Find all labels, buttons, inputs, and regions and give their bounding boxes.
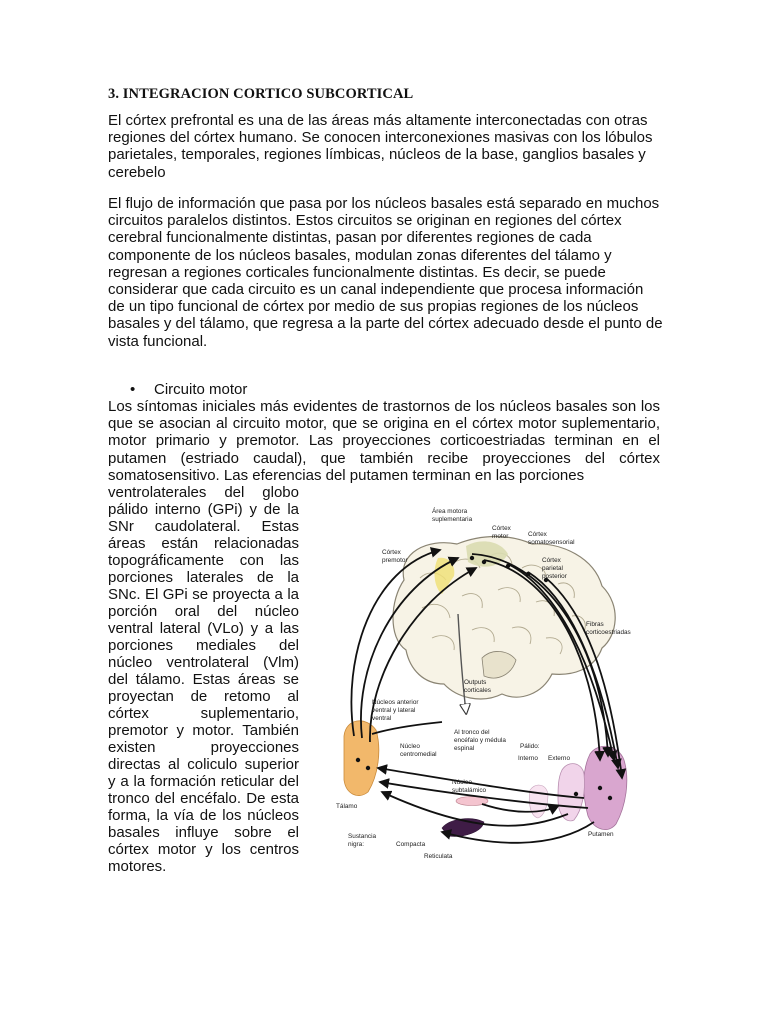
label-fibras: Fibras [586,621,604,628]
bullet-label: Circuito motor [154,381,248,398]
label-cortex-motor-1: Córtex [492,525,511,532]
label-compacta: Compacta [396,841,426,848]
label-subtal-2: subtalámico [452,787,487,794]
label-cortex-parietal-2: parietal [542,565,563,572]
label-cortex-motor-2: motor [492,533,509,540]
label-cortex-somato-1: Córtex [528,531,547,538]
bullet-icon: • [130,381,136,398]
label-tronco-1: Al tronco del [454,729,490,736]
label-cortex-premotor-1: Córtex [382,549,401,556]
label-cortex-somato-2: somatosensorial [528,539,575,546]
label-palido: Pálido: [520,743,540,750]
bullet-item-circuito-motor [130,381,247,398]
label-tronco-2: encéfalo y médula [454,737,506,744]
globus-pallidus-shape [558,764,585,821]
label-subtal-1: Núcleo [452,779,472,786]
label-cortex-premotor-2: premotor [382,557,408,564]
basal-ganglia-diagram [332,498,650,880]
label-putamen: Putamen [588,831,614,838]
label-cortex-parietal-3: posterior [542,573,567,580]
label-sustancia: Sustancia [348,833,377,840]
label-interno: Interno [518,755,538,762]
putamen-shape [584,746,627,829]
label-outputs: Outputs [464,679,487,686]
paragraph-prefrontal: El córtex prefrontal es una de las áreas más altamente interconectadas con otras regiones del córtex humano. Se conocen interconexiones masivas con los lóbulos parietales, temporales, regiones límbicas, núcleos de la base, ganglios basales y cerebelo [108,112,653,181]
label-tronco-3: espinal [454,745,475,752]
label-corticales: corticales [464,687,491,694]
paragraph-motor-circuit: Los síntomas iniciales más evidentes de trastornos de los núcleos basales son los que se asocian al circuito motor, que se origina en el córtex motor suplementario, motor primario y premotor. Las proyecciones corticoestriadas terminan en el putamen (estriado caudal), que también recibe proyecciones del córtex somatosensitivo. Las eferencias del putamen terminan en las porciones [108,398,660,484]
label-externo: Externo [548,755,571,762]
label-suplementaria: suplementaria [432,516,473,523]
diagram-svg [332,498,650,880]
label-talamo: Tálamo [336,803,358,810]
label-nucleo-centro-1: Núcleo [400,743,420,750]
pallidum-internal-shape [529,785,548,818]
label-reticulata: Reticulata [424,853,453,860]
label-nucleos-1: Núcleos anterior [372,699,419,706]
section-heading: 3. INTEGRACION CORTICO SUBCORTICAL [108,86,414,102]
label-area-motora: Área motora [432,508,468,515]
label-nucleo-centro-2: centromedial [400,751,437,758]
label-nucleos-3: ventral [372,715,392,722]
paragraph-basal-flow: El flujo de información que pasa por los núcleos basales está separado en muchos circuitos paralelos distintos. Estos circuitos se originan en regiones del córtex cerebral funcionalmente distintas, pasan por diferentes regiones de cada componente de los núcleos basales, modulan zonas diferentes del tálamo y regresan a regiones corticales funcionalmente distintas. Es decir, se puede considerar que cada circuito es un canal independiente que procesa información de un tipo funcional de córtex por medio de sus propias regiones de los núcleos basales y del tálamo, que regresa a la parte del córtex adecuado desde el punto de vista funcional. [108,195,663,350]
paragraph-motor-continued: ventrolaterales del globo pálido interno (GPi) y de la SNr caudolateral. Estas áreas están relacionadas topográficamente con las porciones laterales de la SNc. El GPi se proyecta a la porción oral del núcleo ventral lateral (VLo) y a las porciones mediales del núcleo ventrolateral (Vlm) del tálamo. Estas áreas se proyectan de retomo al córtex suplementario, premotor y motor. También existen proyecciones directas al coliculo superior y a la formación reticular del tronco del encéfalo. De esta forma, la vía de los núcleos basales influye sobre el córtex motor y los centros motores. [108,484,299,875]
label-nigra: nigra: [348,841,364,848]
label-corticoestriadas: corticoestriadas [586,629,631,636]
label-cortex-parietal-1: Córtex [542,557,561,564]
label-nucleos-2: ventral y lateral [372,707,416,714]
